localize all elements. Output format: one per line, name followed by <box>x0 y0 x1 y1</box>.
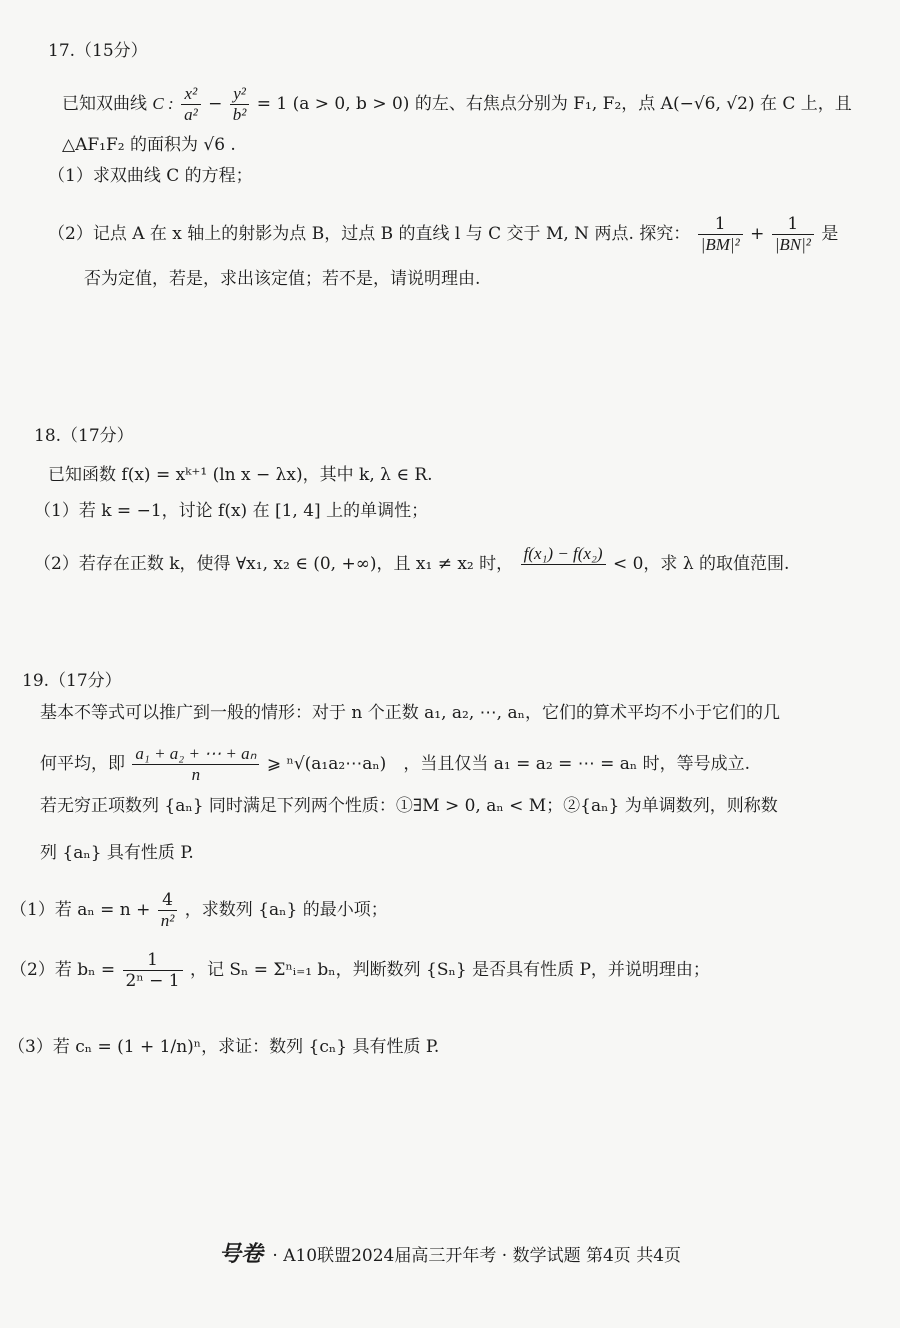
q17-header: 17.（15分） <box>48 41 148 61</box>
q18-part2-fraction <box>521 544 606 585</box>
q18-part2-frac-num: f(x₁) − f(x₂) <box>521 544 606 565</box>
q19-header: 19.（17分） <box>22 671 122 691</box>
q17-frac1-num: x² <box>181 84 201 105</box>
q19-am-den: n <box>191 765 201 784</box>
q18-stem: 已知函数 f(x) = xᵏ⁺¹ (ln x − λx)，其中 k, λ ∈ R. <box>48 465 433 485</box>
q17-frac1-den: a² <box>184 105 198 124</box>
q17-frac2-num: y² <box>230 84 250 105</box>
q17-part2-f2-den: |BN|² <box>774 235 811 254</box>
q17-fraction-y <box>230 84 250 125</box>
q17-stem-line2: △AF₁F₂ 的面积为 √6 . <box>62 135 236 155</box>
q18-part1: （1）若 k = −1，讨论 f(x) 在 [1, 4] 上的单调性； <box>34 501 429 521</box>
q17-part2-f2-num: 1 <box>772 214 814 235</box>
q17-minus: − <box>208 94 223 114</box>
q17-part2-pre: （2）记点 A 在 x 轴上的射影为点 B，过点 B 的直线 l 与 C 交于 M, N 两点. 探究： <box>48 224 691 244</box>
q17-part2-fraction-bn <box>772 214 814 255</box>
q19-part1-pre: （1）若 aₙ = n + <box>10 900 151 920</box>
footer-text: · A10联盟2024届高三开年考 · 数学试题 第4页 共4页 <box>272 1246 682 1266</box>
q17-frac2-den: b² <box>232 105 247 124</box>
q18-part2-post: < 0，求 λ 的取值范围. <box>612 554 790 574</box>
q19-part2-post: ，记 Sₙ = Σⁿᵢ₌₁ bₙ，判断数列 {Sₙ} 是否具有性质 P，并说明理由； <box>189 960 710 980</box>
q17-part2-line1 <box>48 214 838 255</box>
q19-part1-fraction <box>158 890 178 931</box>
q17-fraction-x <box>181 84 201 125</box>
q19-part1 <box>10 890 388 931</box>
q19-part2-pre: （2）若 bₙ = <box>10 960 116 980</box>
q19-line2-pre: 何平均，即 <box>40 754 125 774</box>
q19-part1-frac-den: n² <box>160 911 175 930</box>
q17-part2-fraction-bm <box>698 214 743 255</box>
q19-line4: 列 {aₙ} 具有性质 P. <box>40 843 194 863</box>
q19-part1-post: ，求数列 {aₙ} 的最小项； <box>184 900 388 920</box>
q17-part2-post: 是 <box>821 224 839 244</box>
q19-part1-frac-num: 4 <box>158 890 178 911</box>
q17-part2-line2: 否为定值，若是，求出该定值；若不是，请说明理由. <box>84 269 481 289</box>
q19-am-fraction <box>132 744 259 785</box>
q19-part2 <box>10 950 710 991</box>
q18-header: 18.（17分） <box>34 426 134 446</box>
q17-plus: + <box>750 224 765 244</box>
q17-stem-line1 <box>62 84 852 125</box>
q19-part2-frac-den: 2ⁿ − 1 <box>125 971 180 991</box>
brand-logo: 号卷 <box>218 1241 263 1267</box>
q19-line2 <box>40 744 750 785</box>
q19-part2-fraction <box>123 950 183 991</box>
page-footer <box>0 1237 900 1268</box>
q18-part2-frac-den <box>521 565 606 585</box>
q19-am-num: a₁ + a₂ + ⋯ + aₙ <box>132 744 259 765</box>
q19-part3: （3）若 cₙ = (1 + 1/n)ⁿ，求证：数列 {cₙ} 具有性质 P. <box>8 1037 440 1057</box>
q19-line2-post: ⩾ ⁿ√(a₁a₂⋯aₙ) ，当且仅当 a₁ = a₂ = ⋯ = aₙ 时，等号成立. <box>266 754 751 774</box>
q17-stem-pre: 已知双曲线 <box>62 94 147 114</box>
q18-part2-pre: （2）若存在正数 k，使得 ∀x₁, x₂ ∈ (0, +∞)，且 x₁ ≠ x₂ 时， <box>34 554 514 574</box>
q17-part2-f1-num: 1 <box>698 214 743 235</box>
q19-line1: 基本不等式可以推广到一般的情形：对于 n 个正数 a₁, a₂, ⋯, aₙ，它们的算术平均不小于它们的几 <box>40 703 780 723</box>
q19-line3: 若无穷正项数列 {aₙ} 同时满足下列两个性质：①∃M > 0, aₙ < M；②{aₙ} 为单调数列，则称数 <box>40 796 778 816</box>
q17-part2-f1-den: |BM|² <box>700 235 740 254</box>
q19-part2-frac-num: 1 <box>123 950 183 971</box>
q17-part1: （1）求双曲线 C 的方程； <box>48 166 253 186</box>
q17-curve-name: C : <box>152 94 174 113</box>
q18-part2 <box>34 544 789 585</box>
q17-stem-post: = 1 (a > 0, b > 0) 的左、右焦点分别为 F₁, F₂，点 A(−√6, √2) 在 C 上，且 <box>256 94 852 114</box>
